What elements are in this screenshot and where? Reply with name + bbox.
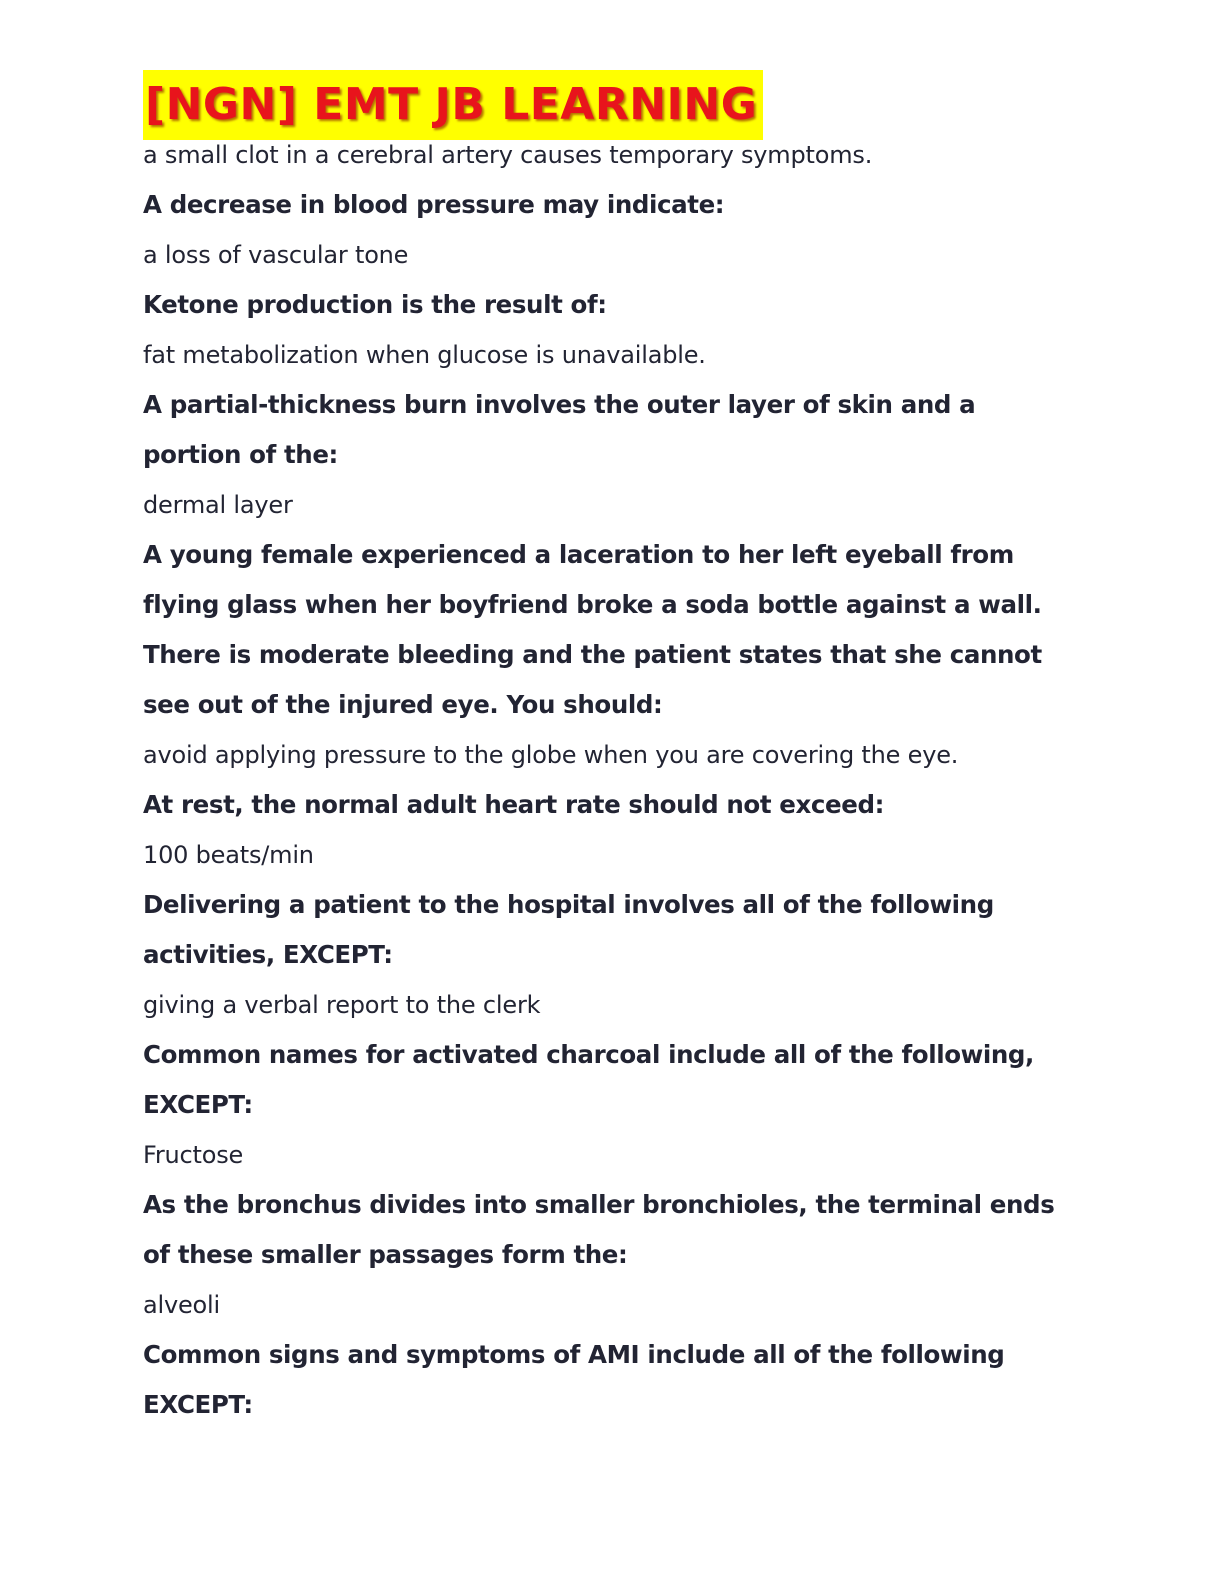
question-text: At rest, the normal adult heart rate should not exceed:	[143, 790, 885, 819]
answer-text: alveoli	[143, 1291, 220, 1319]
answer-text: dermal layer	[143, 491, 293, 519]
answer-text: a loss of vascular tone	[143, 241, 409, 269]
answer-text: Fructose	[143, 1141, 244, 1169]
question-text: Common signs and symptoms of AMI include all of the following EXCEPT:	[143, 1340, 1005, 1419]
question-text: Common names for activated charcoal include all of the following, EXCEPT:	[143, 1040, 1034, 1119]
answer-text: 100 beats/min	[143, 841, 314, 869]
answer-text: avoid applying pressure to the globe when you are covering the eye.	[143, 741, 959, 769]
question-text: A partial-thickness burn involves the outer layer of skin and a portion of the:	[143, 390, 976, 469]
answer-text: giving a verbal report to the clerk	[143, 991, 541, 1019]
question-text: A young female experienced a laceration to her left eyeball from flying glass when her boyfriend broke a soda bottle against a wall. There is moderate bleeding and the patient states that she cannot see out of the injured eye. You should:	[143, 540, 1042, 719]
question-text: Delivering a patient to the hospital involves all of the following activities, EXCEPT:	[143, 890, 994, 969]
answer-text: a small clot in a cerebral artery causes temporary symptoms.	[143, 141, 873, 169]
answer-text: fat metabolization when glucose is unavailable.	[143, 341, 706, 369]
question-text: As the bronchus divides into smaller bronchioles, the terminal ends of these smaller passages form the:	[143, 1190, 1055, 1269]
document-title: [NGN] EMT JB LEARNING	[145, 79, 758, 130]
question-text: A decrease in blood pressure may indicate:	[143, 190, 725, 219]
question-text: Ketone production is the result of:	[143, 290, 607, 319]
document-page	[143, 70, 1063, 1430]
